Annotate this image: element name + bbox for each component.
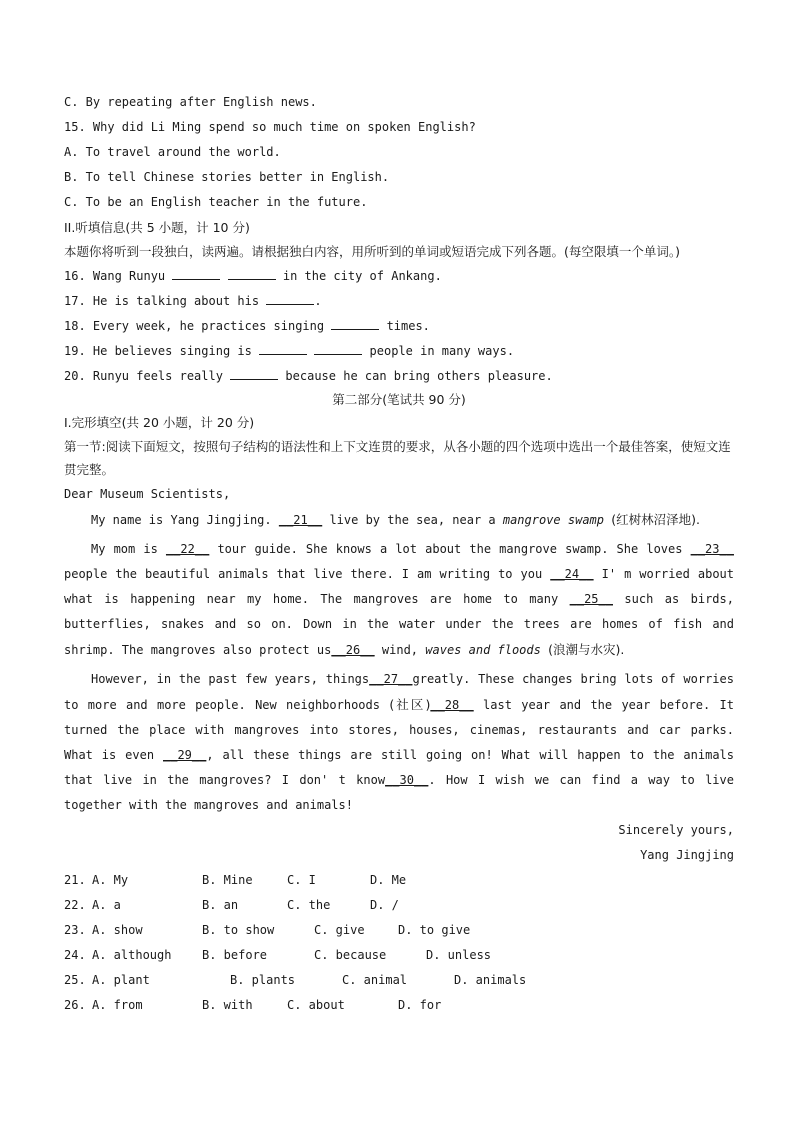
answer-option-d: D. Me (370, 873, 407, 887)
fill-q19 (64, 339, 734, 364)
q17-text-end: . (314, 294, 322, 308)
question-number: 26. (64, 998, 86, 1012)
q15-stem: 15. Why did Li Ming spend so much time on spoken English? (64, 120, 476, 134)
fill-q18 (64, 314, 734, 339)
letter-signature: Yang Jingjing (640, 848, 734, 862)
answer-option-c: C. I (287, 873, 316, 887)
letter-paragraph-2: My mom is __22__ tour guide. She knows a lot about the mangrove swamp. She loves __23__ people the beautiful animals that live there. I am writing to you __24__ I' m worried about what is happening near my home. The mangroves are home to many __25__ such as birds, butterflies, snakes and so on. Down in the water under the trees are homes of fish and shrimp. The mangroves also protect us__26__ wind, waves and floods (浪潮与水灾). (64, 542, 734, 657)
q14-option-c: C. By repeating after English news. (64, 95, 317, 109)
cloze-blank-22: __22__ (165, 542, 210, 556)
answer-option-b: B. before (202, 948, 268, 962)
exam-page (64, 90, 734, 1018)
q15-option-b: B. To tell Chinese stories better in English. (64, 170, 390, 184)
section2-heading: II.听填信息(共 5 小题，计 10 分) (64, 220, 250, 235)
cloze-blank-25: __25__ (569, 592, 613, 606)
option-row (64, 868, 734, 893)
cloze-heading: I.完形填空(共 20 小题，计 20 分) (64, 415, 255, 430)
answer-option-b: B. with (202, 998, 253, 1012)
q16-text-end: in the city of Ankang. (282, 269, 442, 283)
option-row (64, 918, 734, 943)
option-row (64, 943, 734, 968)
answer-option-c: C. the (287, 898, 331, 912)
answer-option-b: B. plants (230, 973, 296, 987)
fill-q17 (64, 289, 734, 314)
answer-option-a: A. plant (92, 973, 150, 987)
answer-blank (228, 266, 276, 280)
answer-blank (331, 316, 379, 330)
q16-text: 16. Wang Runyu (64, 269, 166, 283)
answer-blank (172, 266, 220, 280)
question-number: 24. (64, 948, 86, 962)
answer-option-a: A. My (92, 873, 129, 887)
letter-paragraph-1: My name is Yang Jingjing. __21__ live by the sea, near a mangrove swamp (红树林沼泽地). (91, 512, 700, 527)
question-number: 25. (64, 973, 86, 987)
cloze-blank-28: __28__ (430, 698, 474, 712)
letter-salutation: Dear Museum Scientists, (64, 487, 231, 501)
q17-text: 17. He is talking about his (64, 294, 260, 308)
cloze-blank-29: __29__ (163, 748, 207, 762)
answer-option-d: D. for (398, 998, 442, 1012)
answer-option-b: B. Mine (202, 873, 253, 887)
mangrove-term: mangrove swamp (502, 513, 605, 527)
answer-option-c: C. because (314, 948, 387, 962)
answer-blank (230, 366, 278, 380)
q15-option-c: C. To be an English teacher in the future. (64, 195, 368, 209)
cloze-blank-21: __21__ (278, 513, 323, 527)
q18-text: 18. Every week, he practices singing (64, 319, 325, 333)
q20-text-end: because he can bring others pleasure. (285, 369, 553, 383)
question-number: 23. (64, 923, 86, 937)
answer-option-c: C. about (287, 998, 345, 1012)
q19-text-end: people in many ways. (369, 344, 515, 358)
letter-paragraph-3: However, in the past few years, things__27__greatly. These changes bring lots of worries to more and more people. New neighborhoods (社区)__28__ last year and the year before. It turned the place with mangroves into stores, houses, cinemas, restaurants and car parks. What is even __29__, all these things are still going on! What will happen to the animals that live in the mangroves? I don' t know__30__. How I wish we can find a way to live together with the mangroves and animals! (64, 672, 734, 812)
cloze-instructions: 第一节:阅读下面短文，按照句子结构的语法性和上下文连贯的要求，从各小题的四个选项中选出一个最佳答案，使短文连贯完整。 (64, 439, 731, 477)
question-number: 22. (64, 898, 86, 912)
answer-option-b: B. an (202, 898, 239, 912)
answer-blank (314, 341, 362, 355)
q18-text-end: times. (386, 319, 430, 333)
q20-text: 20. Runyu feels really (64, 369, 223, 383)
answer-option-c: C. give (314, 923, 365, 937)
answer-option-d: D. unless (426, 948, 492, 962)
question-number: 21. (64, 873, 86, 887)
option-row (64, 893, 734, 918)
answer-option-b: B. to show (202, 923, 275, 937)
answer-option-d: D. to give (398, 923, 471, 937)
answer-option-a: A. show (92, 923, 143, 937)
letter-closing: Sincerely yours, (618, 823, 734, 837)
cloze-blank-27: __27__ (369, 672, 413, 686)
q15-option-a: A. To travel around the world. (64, 145, 281, 159)
option-row (64, 993, 734, 1018)
answer-blank (259, 341, 307, 355)
q19-text: 19. He believes singing is (64, 344, 252, 358)
fill-q16 (64, 264, 734, 289)
waves-term: waves and floods (425, 643, 541, 657)
fill-q20 (64, 364, 734, 389)
cloze-blank-26: __26__ (331, 643, 375, 657)
answer-option-c: C. animal (342, 973, 408, 987)
cloze-blank-23: __23__ (690, 542, 734, 556)
answer-option-d: D. animals (454, 973, 527, 987)
answer-option-d: D. / (370, 898, 399, 912)
answer-option-a: A. from (92, 998, 143, 1012)
cloze-blank-30: __30__ (385, 773, 429, 787)
options-list (64, 868, 734, 1018)
answer-option-a: A. although (92, 948, 172, 962)
part2-title: 第二部分(笔试共 90 分) (332, 392, 466, 407)
cloze-blank-24: __24__ (550, 567, 594, 581)
section2-instructions: 本题你将听到一段独白，读两遍。请根据独白内容，用所听到的单词或短语完成下列各题。(每空限填一个单词。) (64, 244, 681, 259)
answer-option-a: A. a (92, 898, 121, 912)
option-row (64, 968, 734, 993)
answer-blank (266, 291, 314, 305)
